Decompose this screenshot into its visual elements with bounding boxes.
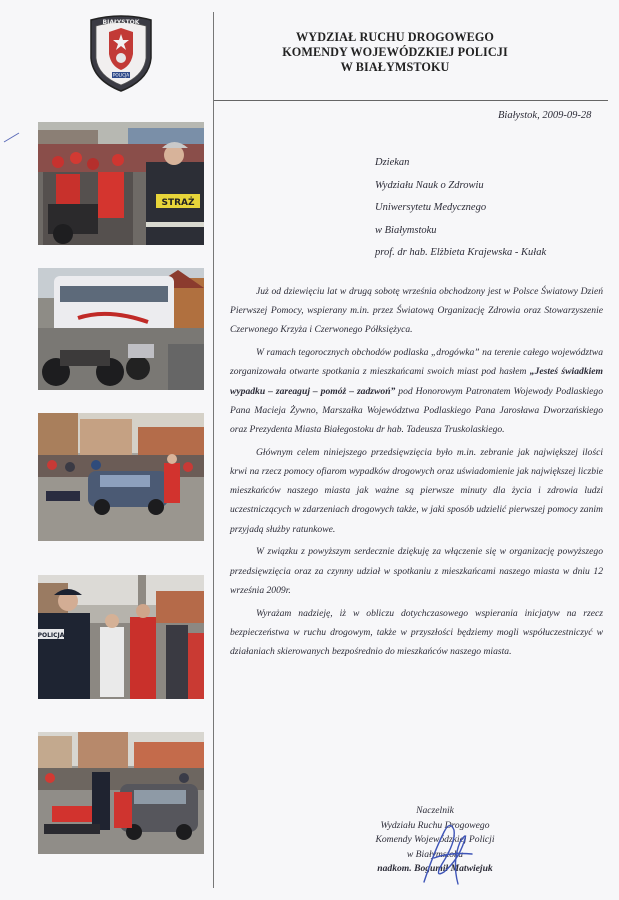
- crest-top-text: BIAŁYSTOK: [102, 19, 140, 26]
- letterhead-line-3: W BIAŁYMSTOKU: [340, 60, 450, 74]
- signature-block: [325, 804, 545, 877]
- signature-title: Naczelnik: [416, 805, 454, 816]
- signature-line-2: Wydziału Ruchu Drogowego: [380, 819, 490, 831]
- letterhead-line-2: KOMENDY WOJEWÓDZKIEJ POLICJI: [282, 45, 508, 59]
- pen-mark: [2, 130, 22, 144]
- body-paragraph-5: Wyrażam nadzieję, iż w obliczu dotychczasowego wspierania inicjatyw na rzecz bezpieczeństwa w ruchu drogowym, także w przyszłości będziemy mogli współuczestniczyć w działaniach skierowanych bezpośrednio do mieszkańców naszego miasta.: [230, 607, 603, 658]
- letter-date: Białystok, 2009-09-28: [498, 110, 592, 121]
- recipient-line-3: Uniwersytetu Medycznego: [375, 202, 487, 213]
- campaign-slogan: „Jesteś świadkiem wypadku – zareaguj – pomóż – zadzwoń”: [230, 366, 603, 397]
- photo-car-rescue: [38, 732, 204, 854]
- signature-line-4: w Białymstoku: [406, 848, 464, 860]
- letterhead-line-1: WYDZIAŁ RUCHU DROGOWEGO: [296, 30, 494, 44]
- body-paragraph-3: Głównym celem niniejszego przedsięwzięcia było m.in. zebranie jak największej ilości krwi na rzecz pomocy ofiarom wypadków drogowych oraz uświadomienie jak największej liczbie mieszkańców naszego miasta jak ważne są pierwsze minuty dla życia i zdrowia ludzi uczestniczących w zdarzeniach drogowych także, w jaki sposób udzielić pierwszej pomocy zanim przyjadą służby ratunkowe.: [230, 446, 603, 535]
- recipient-line-1: Dziekan: [375, 157, 410, 168]
- photo-rescue-demo: [38, 122, 204, 245]
- photo-police-medics: [38, 575, 204, 699]
- body-paragraph-4: W związku z powyższym serdecznie dziękuję za włączenie się w organizację powyższego przedsięwzięcia oraz za czynny udział w spotkaniu z mieszkańcami naszego miasta w dniu 12 września 2009r.: [230, 546, 603, 596]
- header-divider: [213, 100, 608, 101]
- body-paragraph-1: Już od dziewięciu lat w drugą sobotę września obchodzony jest w Polsce Światowy Dzień Pierwszej Pomocy, wspierany m.in. przez Światową Organizację Zdrowia oraz Stowarzyszenie Czerwonego Krzyża i Czerwonego Półksiężyca.: [230, 286, 603, 336]
- p2-outro: pod Honorowym Patronatem Wojewody Podlaskiego Pana Macieja Żywno, Marszałka Województwa Podlaskiego Pana Jarosława Dworzańskiego oraz Prezydenta Miasta Białegostoku dr hab. Tadeusza Truskolaskiego.: [230, 385, 603, 436]
- recipient-line-5: prof. dr hab. Elżbieta Krajewska - Kułak: [375, 247, 547, 258]
- photo-1-straz-label: STRAŻ: [161, 198, 195, 208]
- recipient-line-4: w Białymstoku: [375, 224, 437, 236]
- p2-intro: W ramach tegorocznych obchodów podlaska „drogówka” na terenie całego województwa zorganizowała otwarte spotkania z mieszkańcami swoich miast pod hasłem: [230, 347, 603, 378]
- letterhead: [250, 30, 540, 75]
- letter-body: [230, 282, 603, 665]
- margin-divider: [213, 12, 214, 888]
- body-paragraph-2: [230, 343, 603, 439]
- signatory-name: nadkom. Bogumił Matwiejuk: [377, 863, 493, 875]
- photo-4-policja-label: POLICJA: [38, 632, 65, 639]
- photo-crash-demo: [38, 413, 204, 541]
- signature-line-3: Komendy Wojewódzkiej Policji: [375, 834, 495, 846]
- crest-bottom-text: POLICJA: [112, 72, 130, 78]
- recipient-address: [375, 152, 546, 265]
- recipient-line-2: Wydziału Nauk o Zdrowiu: [375, 179, 484, 191]
- photo-bus-motorcycles: [38, 268, 204, 390]
- police-crest-logo: [87, 14, 155, 92]
